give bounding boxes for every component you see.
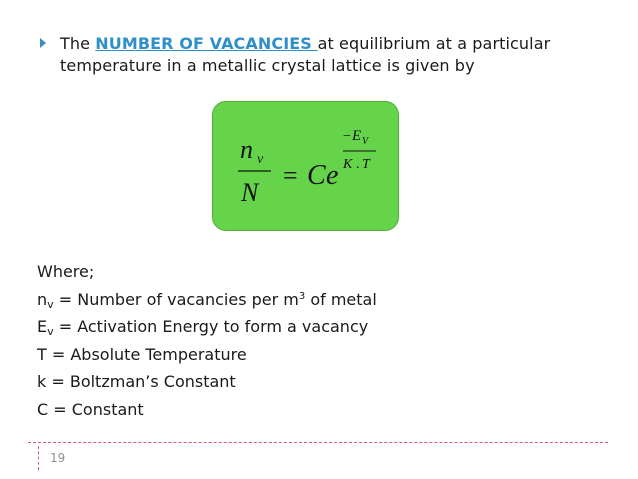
formula-n-sub: v	[257, 152, 264, 167]
where-label: Where;	[37, 262, 95, 281]
definition-t: T = Absolute Temperature	[37, 344, 247, 364]
intro-line2: temperature in a metallic crystal lattice is given by	[60, 56, 475, 75]
exponent-minus: −	[343, 129, 351, 144]
ev-symbol: E	[37, 317, 48, 336]
exponent-dot: .	[356, 157, 360, 172]
footer-divider-line	[28, 442, 608, 443]
formula-equals: =	[283, 161, 298, 190]
exponent-E: E	[352, 128, 362, 144]
nv-text-end: of metal	[305, 289, 377, 309]
exponent-E-sub: V	[362, 136, 369, 147]
definitions	[37, 258, 377, 423]
exponent-K: K	[343, 157, 353, 172]
page-number: 19	[50, 451, 66, 465]
nv-superscript: 3	[298, 290, 306, 302]
highlight-term: NUMBER OF VACANCIES	[95, 34, 318, 53]
definition-ev	[37, 313, 377, 341]
nv-subscript: v	[47, 297, 54, 311]
vacancy-formula	[213, 102, 400, 232]
intro-prefix: The	[60, 34, 96, 53]
ev-text: = Activation Energy to form a vacancy	[53, 317, 369, 336]
formula-C: C	[307, 160, 326, 191]
definition-c: C = Constant	[37, 399, 144, 419]
definition-k: k = Boltzman’s Constant	[37, 372, 236, 391]
intro-bullet	[40, 33, 600, 77]
definition-nv	[37, 286, 377, 314]
nv-text: = Number of vacancies per m	[53, 289, 299, 309]
intro-text	[60, 33, 600, 77]
formula-box	[212, 101, 399, 231]
formula-N: N	[241, 178, 259, 207]
formula-n: n	[240, 135, 253, 164]
formula-e: e	[326, 160, 339, 191]
nv-symbol: n	[37, 289, 48, 309]
intro-suffix: at equilibrium at a particular	[317, 34, 551, 53]
triangle-right-icon	[40, 38, 46, 48]
exponent-T: T	[362, 157, 370, 172]
ev-subscript: v	[47, 325, 54, 338]
footer-vertical-divider	[38, 446, 39, 470]
